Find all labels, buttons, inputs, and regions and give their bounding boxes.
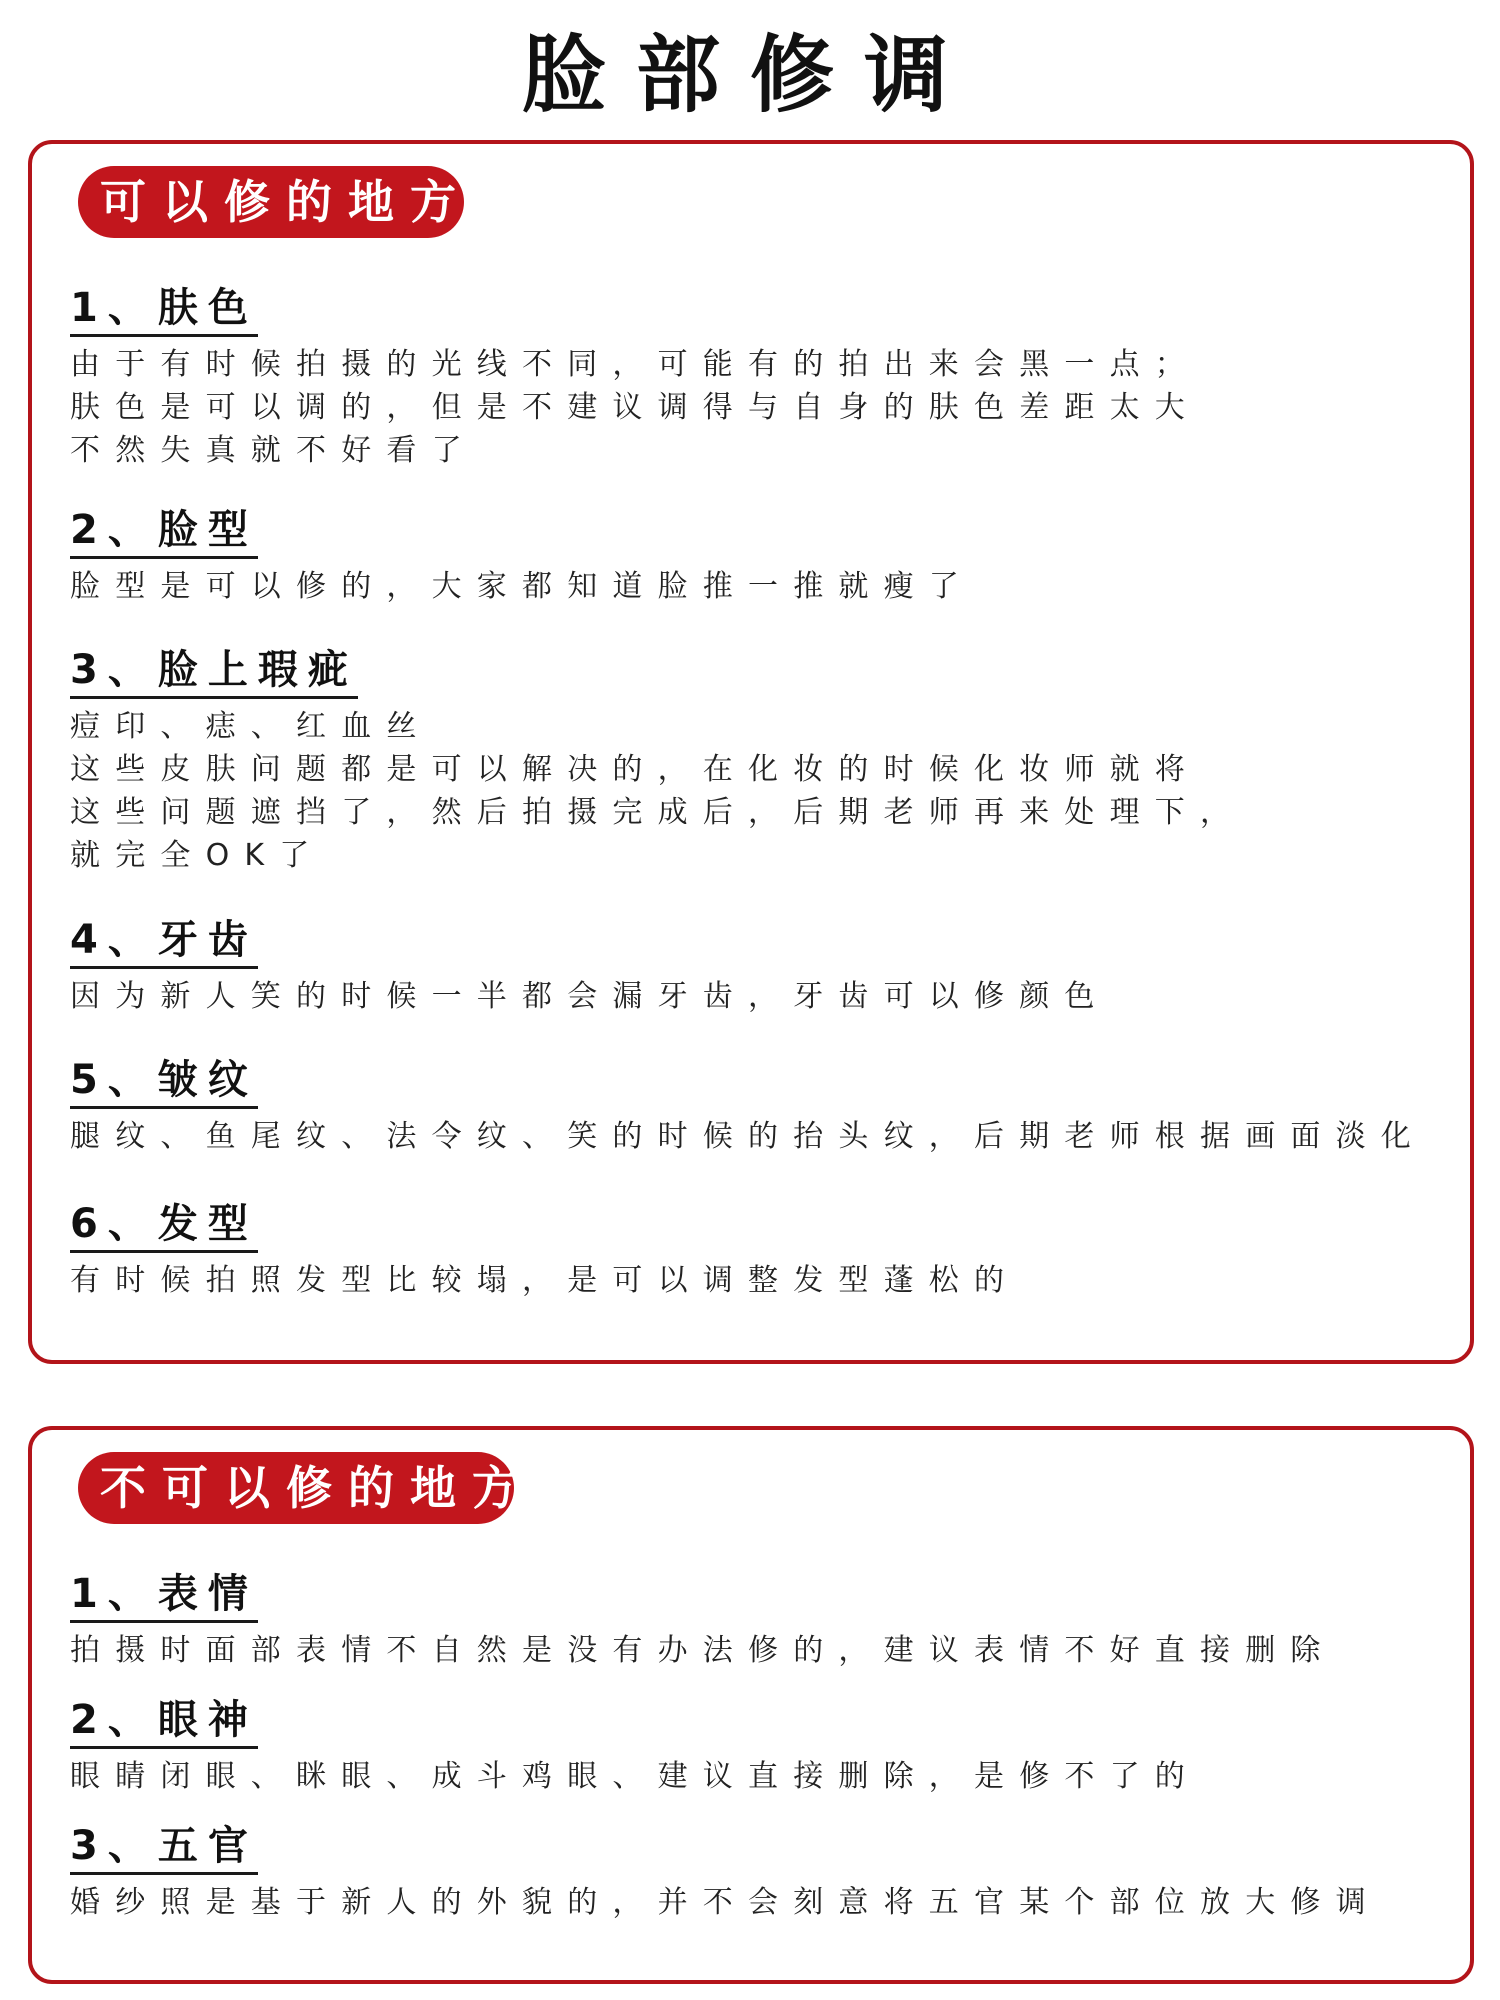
- cannot-edit-panel: [28, 1426, 1474, 1984]
- item-heading: 1、肤色: [70, 284, 258, 337]
- item-line: 不然失真就不好看了: [70, 433, 477, 468]
- item-heading: 2、脸型: [70, 506, 258, 559]
- item-line: 肤色是可以调的，但是不建议调得与自身的肤色差距太大: [70, 390, 1200, 425]
- item-line: 因为新人笑的时候一半都会漏牙齿，牙齿可以修颜色: [70, 979, 1110, 1014]
- item-line: 拍摄时面部表情不自然是没有办法修的，建议表情不好直接删除: [70, 1633, 1336, 1668]
- cannot-edit-label: 不可以修的地方: [78, 1452, 514, 1524]
- page-title: 脸部修调: [521, 26, 978, 124]
- cannot-edit-item-eyes: [70, 1696, 1200, 1798]
- item-line: 痘印、痣、红血丝: [70, 709, 432, 744]
- item-line: 由于有时候拍摄的光线不同，可能有的拍出来会黑一点；: [70, 347, 1200, 382]
- can-edit-item-teeth: [70, 916, 1110, 1018]
- item-heading: 4、牙齿: [70, 916, 258, 969]
- item-line: 婚纱照是基于新人的外貌的，并不会刻意将五官某个部位放大修调: [70, 1885, 1381, 1920]
- item-heading: 6、发型: [70, 1200, 258, 1253]
- item-heading: 3、脸上瑕疵: [70, 646, 358, 699]
- item-heading: 3、五官: [70, 1822, 258, 1875]
- can-edit-item-blemishes: [70, 646, 1245, 877]
- item-line: 有时候拍照发型比较塌，是可以调整发型蓬松的: [70, 1263, 1020, 1298]
- cannot-edit-item-features: [70, 1822, 1381, 1924]
- item-heading: 2、眼神: [70, 1696, 258, 1749]
- item-line: 脸型是可以修的，大家都知道脸推一推就瘦了: [70, 569, 974, 604]
- item-line: 这些皮肤问题都是可以解决的，在化妆的时候化妆师就将: [70, 752, 1200, 787]
- item-line: 就完全OK了: [70, 838, 325, 873]
- can-edit-item-skin-tone: [70, 284, 1200, 472]
- can-edit-item-face-shape: [70, 506, 974, 608]
- can-edit-item-hairstyle: [70, 1200, 1019, 1302]
- can-edit-label: 可以修的地方: [78, 166, 464, 238]
- item-heading: 1、表情: [70, 1570, 258, 1623]
- item-heading: 5、皱纹: [70, 1056, 258, 1109]
- item-line: 眼睛闭眼、眯眼、成斗鸡眼、建议直接删除，是修不了的: [70, 1759, 1200, 1794]
- item-line: 腿纹、鱼尾纹、法令纹、笑的时候的抬头纹，后期老师根据画面淡化: [70, 1119, 1426, 1154]
- can-edit-panel: [28, 140, 1474, 1364]
- cannot-edit-item-expression: [70, 1570, 1336, 1672]
- item-line: 这些问题遮挡了，然后拍摄完成后，后期老师再来处理下，: [70, 795, 1246, 830]
- can-edit-item-wrinkles: [70, 1056, 1426, 1158]
